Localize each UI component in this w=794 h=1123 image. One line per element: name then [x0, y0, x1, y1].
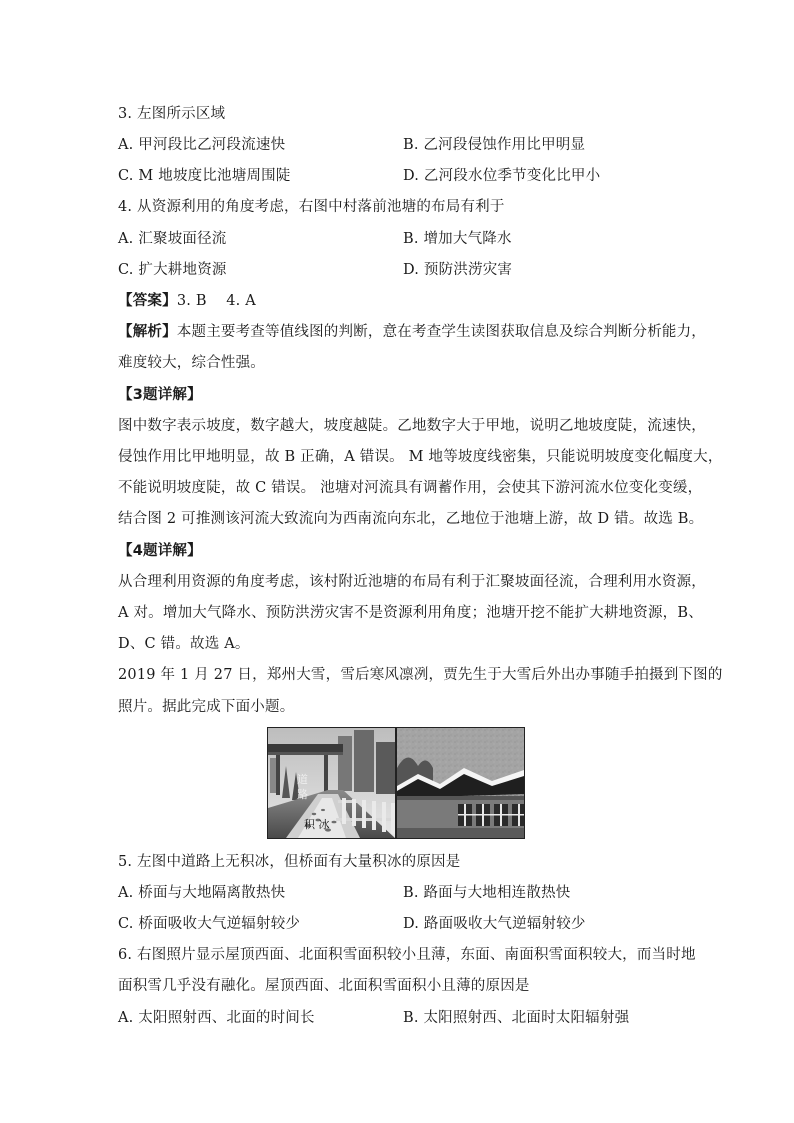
detail3-heading: 【3题详解】 — [118, 387, 202, 403]
answer-label: 【答案】 — [118, 293, 177, 309]
q4-option-c: C. 扩大耕地资源 — [118, 262, 227, 278]
q6-option-a: A. 太阳照射西、北面的时间长 — [118, 1010, 315, 1026]
q5-option-a: A. 桥面与大地隔离散热快 — [118, 885, 286, 901]
right-photo-roof — [397, 728, 524, 838]
q4-option-a: A. 汇聚坡面径流 — [118, 231, 227, 247]
detail4-line-3: D、C 错。故选 A。 — [118, 636, 250, 652]
detail3-line-3: 不能说明坡度陡，故 C 错误。 池塘对河流具有调蓄作用，会使其下游河流水位变化变缓， — [118, 480, 703, 496]
q3-stem: 3. 左图所示区域 — [118, 106, 226, 122]
detail3-line-1: 图中数字表示坡度，数字越大，坡度越陡。乙地数字大于甲地，说明乙地坡度陡，流速快， — [118, 418, 706, 434]
photo-svg — [268, 728, 524, 838]
q5-option-c: C. 桥面吸收大气逆辐射较少 — [118, 916, 301, 932]
detail3-line-4: 结合图 2 可推测该河流大致流向为西南流向东北，乙地位于池塘上游，故 D 错。故选 B。 — [118, 511, 704, 527]
detail3-line-2: 侵蚀作用比甲地明显，故 B 正确，A 错误。 M 地等坡度线密集，只能说明坡度变化幅度大， — [118, 449, 723, 465]
photo-label-top: 道 — [297, 773, 308, 786]
answer-line — [118, 291, 256, 311]
photo-label-bottom: 积 冰 — [304, 818, 330, 831]
detail4-line-2: A 对。增加大气降水、预防洪涝灾害不是资源利用角度；池塘开挖不能扩大耕地资源，B、 — [118, 605, 703, 621]
q3-option-a: A. 甲河段比乙河段流速快 — [118, 137, 286, 153]
detail4-heading: 【4题详解】 — [118, 543, 202, 559]
q5-option-b: B. 路面与大地相连散热快 — [403, 885, 571, 901]
intro-line-2: 照片。据此完成下面小题。 — [118, 699, 295, 715]
q3-option-d: D. 乙河段水位季节变化比甲小 — [403, 168, 601, 184]
analysis-text-1: 本题主要考查等值线图的判断，意在考查学生读图获取信息及综合判断分析能力， — [176, 324, 707, 340]
q3-option-c: C. M 地坡度比池塘周围陡 — [118, 168, 291, 184]
q6-option-b: B. 太阳照射西、北面时太阳辐射强 — [403, 1010, 630, 1026]
detail4-line-1: 从合理利用资源的角度考虑，该村附近池塘的布局有利于汇聚坡面径流，合理利用水资源， — [118, 574, 706, 590]
q6-stem-line-1: 6. 右图照片显示屋顶西面、北面积雪面积较小且薄，东面、南面积雪面积较大，而当时地 — [118, 947, 696, 963]
analysis-line-2: 难度较大，综合性强。 — [118, 355, 265, 371]
q4-option-d: D. 预防洪涝灾害 — [403, 262, 513, 278]
photo-label-mid: 路 — [297, 788, 308, 801]
answer-text: 3. B 4. A — [176, 293, 256, 309]
q6-stem-line-2: 面积雪几乎没有融化。屋顶西面、北面积雪面积小且薄的原因是 — [118, 978, 530, 994]
analysis-label: 【解析】 — [118, 324, 177, 340]
left-photo-bridge — [268, 728, 395, 838]
q4-option-b: B. 增加大气降水 — [403, 231, 512, 247]
q3-option-b: B. 乙河段侵蚀作用比甲明显 — [403, 137, 586, 153]
q4-stem: 4. 从资源利用的角度考虑，右图中村落前池塘的布局有利于 — [118, 199, 505, 215]
q5-stem: 5. 左图中道路上无积冰，但桥面有大量积冰的原因是 — [118, 854, 461, 870]
q5-option-d: D. 路面吸收大气逆辐射较少 — [403, 916, 586, 932]
analysis-line-1 — [118, 322, 706, 342]
intro-line-1: 2019 年 1 月 27 日，郑州大雪，雪后寒风凛冽，贾先生于大雪后外出办事随手拍摄到下图的 — [118, 667, 723, 683]
photo-figure — [267, 727, 525, 839]
